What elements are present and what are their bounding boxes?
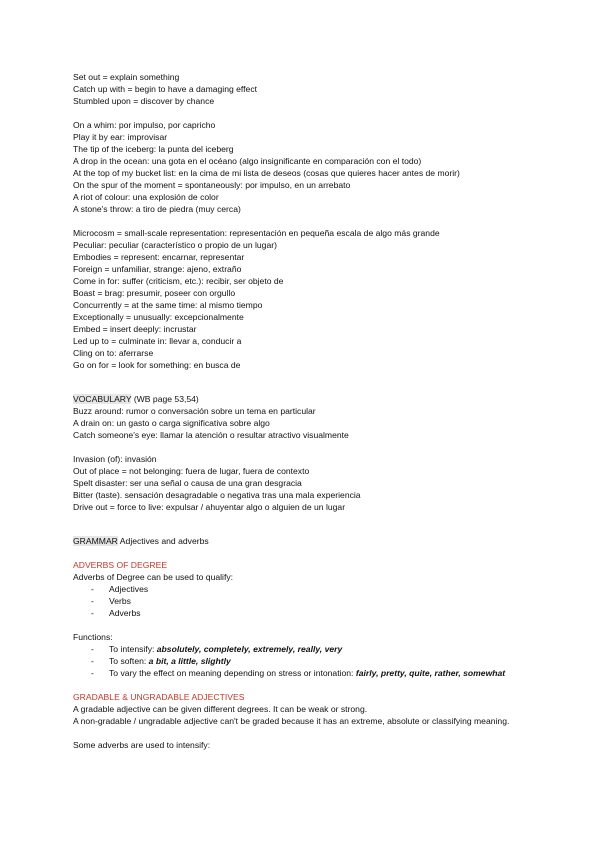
word-line: Come in for: suffer (criticism, etc.): recibir, ser objeto de [73,276,284,286]
word-line: Foreign = unfamiliar, strange: ajeno, extraño [73,264,242,274]
vocabulary-ref: (WB page 53,54) [131,394,199,404]
idiom-line: On the spur of the moment = spontaneously: por impulso, en un arrebato [73,180,351,190]
word-line: Led up to = culminate in: llevar a, conducir a [73,336,242,346]
phrasal-line: Catch up with = begin to have a damaging effect [73,84,258,94]
idiom-line: At the top of my bucket list: en la cima de mi lista de deseos (cosas que quieres hacer antes de morir) [73,168,460,178]
vocab-line: A drain on: un gasto o carga significativa sobre algo [73,418,270,428]
gradable-heading: GRADABLE & UNGRADABLE ADJECTIVES [73,692,245,702]
vocab-line: Out of place = not belonging: fuera de lugar, fuera de contexto [73,466,310,476]
grammar-title: Adjectives and adverbs [117,536,209,546]
vocab-line: Drive out = force to live: expulsar / ahuyentar algo o alguien de un lugar [73,502,346,512]
word-line: Exceptionally = unusually: excepcionalmente [73,312,244,322]
idiom-line: On a whim: por impulso, por capricho [73,120,216,130]
vocabulary-heading: VOCABULARY [73,394,132,404]
vocab-line: Catch someone's eye: llamar la atención o resultar atractivo visualmente [73,430,349,440]
word-line: Boast = brag: presumir, poseer con orgullo [73,288,236,298]
adverbs-degree-intro: Adverbs of Degree can be used to qualify: [73,572,234,582]
grammar-heading: GRAMMAR [73,536,118,546]
document-page [73,71,543,751]
closing-line: Some adverbs are used to intensify: [73,740,211,750]
idiom-line: A stone's throw: a tiro de piedra (muy cerca) [73,204,241,214]
gradable-line: A non-gradable / ungradable adjective can't be graded because it has an extreme, absolute or classifying meaning. [73,716,510,726]
idiom-line: Play it by ear: improvisar [73,132,168,142]
word-line: Cling on to: aferrarse [73,348,154,358]
phrasal-line: Set out = explain something [73,72,180,82]
word-line: Concurrently = at the same time: al mismo tiempo [73,300,263,310]
functions-label: Functions: [73,632,113,642]
grammar-heading-line [73,535,543,547]
gradable-line: A gradable adjective can be given different degrees. It can be weak or strong. [73,704,368,714]
vocab-line: Invasion (of): invasión [73,454,157,464]
idiom-line: The tip of the iceberg: la punta del iceberg [73,144,234,154]
vocabulary-heading-line [73,393,543,405]
vocab-line: Buzz around: rumor o conversación sobre un tema en particular [73,406,316,416]
function-item: - To intensify: absolutely, completely, extremely, really, very [91,644,343,654]
function-item: - To vary the effect on meaning depending on stress or intonation: fairly, pretty, quite, rather, somewhat [91,668,506,678]
idiom-line: A riot of colour: una explosión de color [73,192,219,202]
word-line: Go on for = look for something: en busca de [73,360,241,370]
word-line: Embodies = represent: encarnar, representar [73,252,245,262]
word-line: Microcosm = small-scale representation: representación en pequeña escala de algo más grande [73,228,440,238]
degree-item: - Verbs [91,596,131,606]
idiom-line: A drop in the ocean: una gota en el océano (algo insignificante en comparación con el todo) [73,156,422,166]
degree-item: - Adjectives [91,584,149,594]
word-line: Peculiar: peculiar (característico o propio de un lugar) [73,240,277,250]
phrasal-line: Stumbled upon = discover by chance [73,96,215,106]
adverbs-degree-heading: ADVERBS OF DEGREE [73,560,168,570]
vocab-line: Spelt disaster: ser una señal o causa de una gran desgracia [73,478,302,488]
word-line: Embed = insert deeply: incrustar [73,324,197,334]
degree-item: - Adverbs [91,608,141,618]
vocab-line: Bitter (taste). sensación desagradable o negativa tras una mala experiencia [73,490,361,500]
function-item: - To soften: a bit, a little, slightly [91,656,231,666]
